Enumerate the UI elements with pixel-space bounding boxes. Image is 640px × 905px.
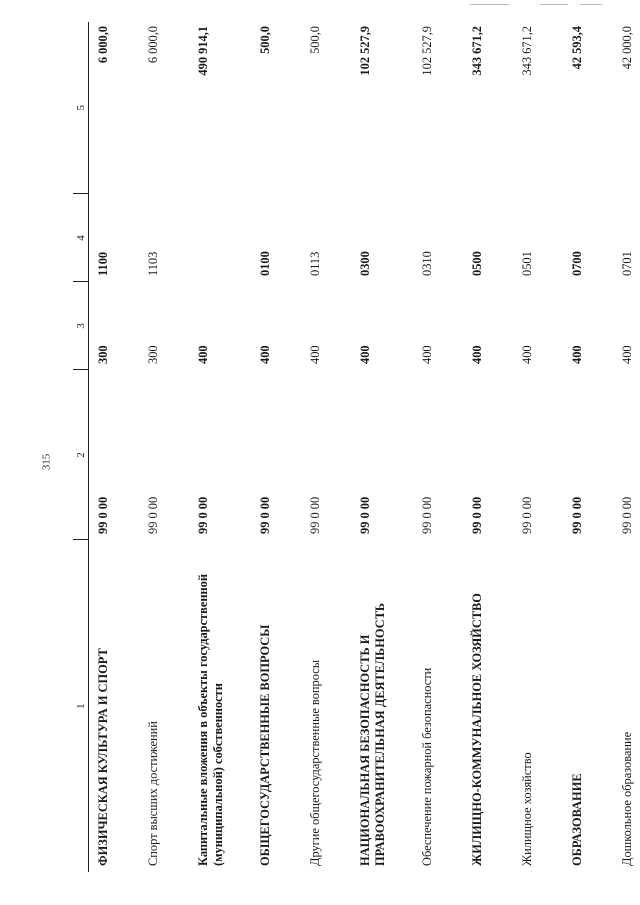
row-c2-cell: 99 0 00 bbox=[258, 496, 272, 534]
table-row bbox=[563, 22, 613, 872]
row-c4-cell: 0500 bbox=[470, 251, 484, 276]
table-row bbox=[89, 22, 140, 872]
header-col-5: 5 bbox=[73, 22, 89, 194]
row-c3-cell: 400 bbox=[308, 345, 322, 364]
scan-artifact bbox=[470, 4, 510, 5]
table-row bbox=[251, 22, 301, 872]
budget-table-rotated bbox=[73, 22, 634, 872]
row-c5-cell: 102 527,9 bbox=[420, 26, 434, 76]
row-c2-cell: 99 0 00 bbox=[308, 496, 322, 534]
row-c4-cell: 0113 bbox=[308, 251, 322, 276]
row-c3-cell: 400 bbox=[258, 345, 272, 364]
row-c3-cell: 400 bbox=[620, 345, 634, 364]
row-c5-cell: 343 671,2 bbox=[470, 26, 484, 76]
row-c4-cell: 1100 bbox=[96, 251, 110, 276]
row-c2-cell: 99 0 00 bbox=[358, 496, 372, 534]
row-c3-cell: 400 bbox=[196, 345, 210, 364]
row-c3-cell: 400 bbox=[358, 345, 372, 364]
row-name-cell: ОБЩЕГОСУДАРСТВЕННЫЕ ВОПРОСЫ bbox=[258, 624, 272, 866]
scan-artifact bbox=[540, 4, 568, 5]
row-c2-cell: 99 0 00 bbox=[96, 496, 110, 534]
row-c3-cell: 400 bbox=[570, 345, 584, 364]
row-name-cell: Другие общегосударственные вопросы bbox=[308, 659, 322, 866]
scan-artifact bbox=[580, 4, 602, 5]
row-c2-cell: 99 0 00 bbox=[620, 496, 634, 534]
table-row bbox=[513, 22, 563, 872]
budget-table bbox=[73, 22, 640, 872]
row-c4-cell: 0310 bbox=[420, 251, 434, 276]
row-c5-cell: 6 000,0 bbox=[96, 26, 110, 64]
row-c5-cell: 6 000,0 bbox=[146, 26, 160, 64]
table-row bbox=[189, 22, 251, 872]
header-col-3: 3 bbox=[73, 282, 89, 370]
row-c3-cell: 400 bbox=[420, 345, 434, 364]
header-row bbox=[73, 22, 89, 872]
header-col-2: 2 bbox=[73, 370, 89, 540]
row-name-cell: Дошкольное образование bbox=[620, 731, 634, 866]
row-c2-cell: 99 0 00 bbox=[520, 496, 534, 534]
row-name-cell: Обеспечение пожарной безопасности bbox=[420, 667, 434, 866]
table-body bbox=[89, 22, 640, 872]
row-c5-cell: 42 000,0 bbox=[620, 26, 634, 70]
row-c5-cell: 500,0 bbox=[308, 26, 322, 54]
row-c5-cell: 42 593,4 bbox=[570, 26, 584, 70]
row-c4-cell: 0300 bbox=[358, 251, 372, 276]
row-name-cell: Жилищное хозяйство bbox=[520, 752, 534, 866]
table-row bbox=[413, 22, 463, 872]
row-c2-cell: 99 0 00 bbox=[570, 496, 584, 534]
row-c4-cell bbox=[189, 194, 251, 282]
row-c3-cell: 300 bbox=[96, 345, 110, 364]
table-row bbox=[463, 22, 513, 872]
row-name-cell: ОБРАЗОВАНИЕ bbox=[570, 773, 584, 866]
table-row bbox=[613, 22, 640, 872]
row-c5-cell: 500,0 bbox=[258, 26, 272, 54]
header-col-1: 1 bbox=[73, 540, 89, 872]
row-name-cell: НАЦИОНАЛЬНАЯ БЕЗОПАСНОСТЬ И ПРАВООХРАНИТЕЛЬНАЯ ДЕЯТЕЛЬНОСТЬ bbox=[358, 602, 387, 866]
row-c2-cell: 99 0 00 bbox=[146, 496, 160, 534]
row-c3-cell: 300 bbox=[146, 345, 160, 364]
table-row bbox=[139, 22, 189, 872]
row-c5-cell: 102 527,9 bbox=[358, 26, 372, 76]
row-c3-cell: 400 bbox=[520, 345, 534, 364]
row-c4-cell: 0701 bbox=[620, 251, 634, 276]
header-col-4: 4 bbox=[73, 194, 89, 282]
row-c5-cell: 343 671,2 bbox=[520, 26, 534, 76]
row-name-cell: Спорт высших достижений bbox=[146, 721, 160, 866]
page-number-text: 315 bbox=[40, 453, 52, 471]
row-c4-cell: 1103 bbox=[146, 251, 160, 276]
table-row bbox=[351, 22, 413, 872]
row-name-cell: ФИЗИЧЕСКАЯ КУЛЬТУРА И СПОРТ bbox=[96, 648, 110, 866]
row-c4-cell: 0700 bbox=[570, 251, 584, 276]
row-c3-cell: 400 bbox=[470, 345, 484, 364]
row-name-cell: ЖИЛИЩНО-КОММУНАЛЬНОЕ ХОЗЯЙСТВО bbox=[470, 593, 484, 866]
row-c4-cell: 0100 bbox=[258, 251, 272, 276]
row-c2-cell: 99 0 00 bbox=[196, 496, 210, 534]
page-number bbox=[36, 452, 56, 472]
row-c2-cell: 99 0 00 bbox=[470, 496, 484, 534]
row-name-cell: Капитальные вложения в объекты государственной (муниципальной) собственности bbox=[196, 574, 225, 866]
row-c2-cell: 99 0 00 bbox=[420, 496, 434, 534]
row-c4-cell: 0501 bbox=[520, 251, 534, 276]
table-row bbox=[301, 22, 351, 872]
row-c5-cell: 490 914,1 bbox=[196, 26, 210, 76]
